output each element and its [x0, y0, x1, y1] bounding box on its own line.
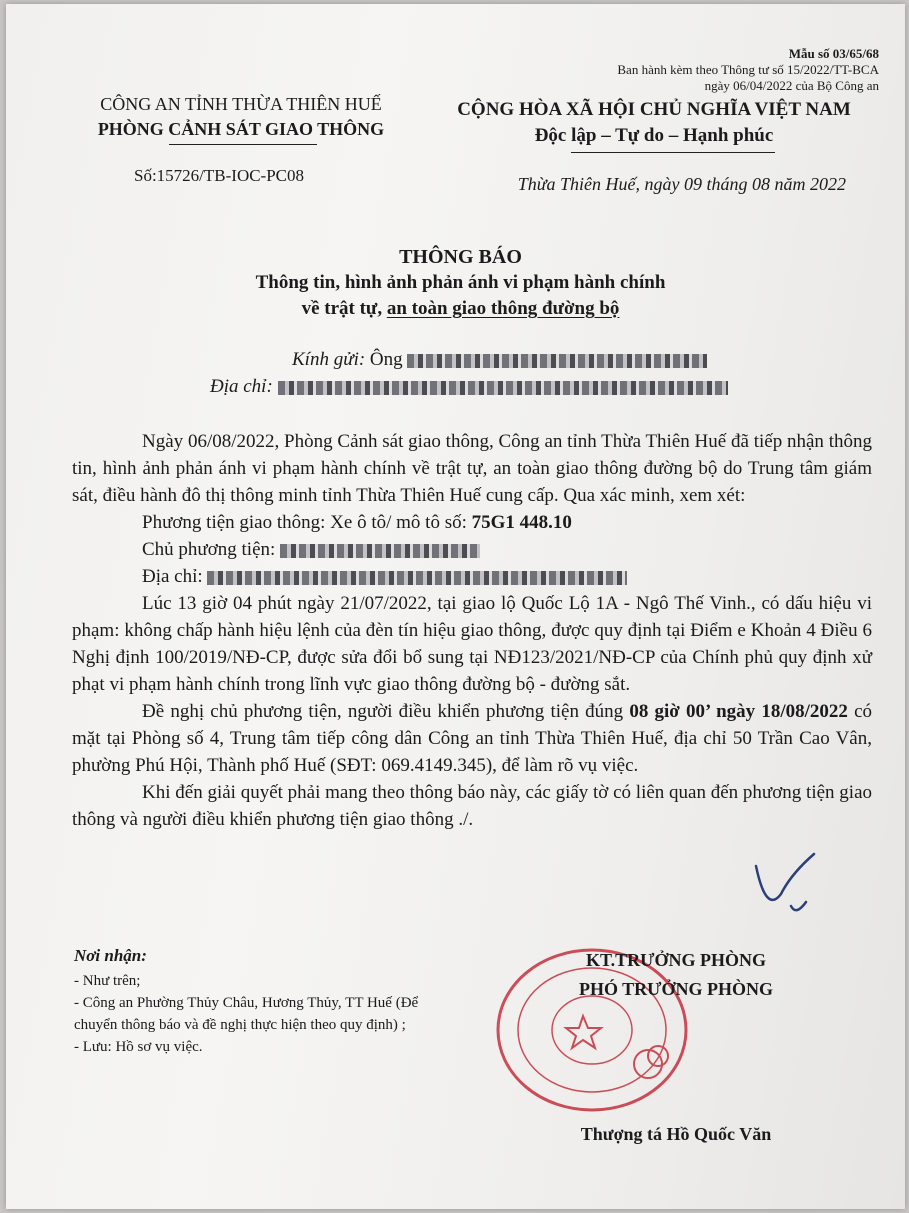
recipient-item: - Công an Phường Thủy Châu, Hương Thủy, TT Huế (Để chuyển thông báo và đề nghị thực hiện theo quy định) ;	[74, 995, 419, 1033]
owner-line: Chủ phương tiện:	[72, 536, 872, 563]
national-motto: Độc lập – Tự do – Hạnh phúc	[534, 125, 774, 146]
org-divider	[169, 144, 317, 145]
form-reference	[617, 46, 879, 94]
redacted-address	[278, 381, 728, 395]
body-paragraph-closing: Khi đến giải quyết phải mang theo thông báo này, các giấy tờ có liên quan đến phương tiện giao thông và người điều khiển phương tiện giao thông ./.	[72, 782, 872, 830]
handwritten-initial	[736, 844, 836, 924]
body-paragraph-violation: Lúc 13 giờ 04 phút ngày 21/07/2022, tại giao lộ Quốc Lộ 1A - Ngô Thế Vinh., có dấu hiệu vi phạm: không chấp hành hiệu lệnh của đèn tín hiệu giao thông, được quy định tại Điểm e Khoản 4 Điều 6 Nghị định 100/2019/NĐ-CP, được sửa đổi bổ sung tại NĐ123/2021/NĐ-CP của Chính phủ quy định xử phạt vi phạm hành chính trong lĩnh vực giao thông đường bộ - đường sắt.	[72, 593, 872, 695]
redacted-owner	[280, 544, 480, 558]
national-title: CỘNG HÒA XÃ HỘI CHỦ NGHĨA VIỆT NAM	[457, 99, 851, 120]
form-issued-line2: ngày 06/04/2022 của Bộ Công an	[704, 78, 879, 93]
recipient-name-visible: Ông	[369, 349, 403, 370]
document-subtitle-2: về trật tự, an toàn giao thông đường bộ	[301, 298, 620, 319]
address-label: Địa chỉ:	[210, 376, 273, 397]
owner-address-line: Địa chỉ:	[72, 563, 872, 590]
address-line	[210, 376, 728, 398]
recipient-line	[292, 349, 707, 371]
document-body	[72, 428, 872, 833]
form-number: Mẫu số 03/65/68	[788, 46, 879, 61]
vehicle-line: Phương tiện giao thông: Xe ô tô/ mô tô số: 75G1 448.10	[142, 512, 572, 533]
redacted-recipient-name	[407, 354, 707, 368]
body-paragraph-summons: Đề nghị chủ phương tiện, người điều khiển phương tiện đúng 08 giờ 00’ ngày 18/08/2022 có mặt tại Phòng số 4, Trung tâm tiếp công dân Công an tỉnh Thừa Thiên Huế, địa chỉ 50 Trần Cao Vân, phường Phú Hội, Thành phố Huế (SĐT: 069.4149.345), để làm rõ vụ việc.	[72, 701, 873, 776]
document-number: Số:15726/TB-IOC-PC08	[134, 166, 305, 185]
org-parent: CÔNG AN TỈNH THỪA THIÊN HUẾ	[100, 94, 382, 114]
signatory-name: Thượng tá Hồ Quốc Văn	[580, 1124, 772, 1144]
signatory-title: KT.TRƯỞNG PHÒNG	[586, 950, 766, 970]
signatory-subtitle: PHÓ TRƯỞNG PHÒNG	[578, 979, 773, 999]
body-paragraph-intro: Ngày 06/08/2022, Phòng Cảnh sát giao thông, Công an tỉnh Thừa Thiên Huế đã tiếp nhận thông tin, hình ảnh phản ánh vi phạm hành chính về trật tự, an toàn giao thông đường bộ do Trung tâm giám sát, điều hành đô thị thông minh tỉnh Thừa Thiên Huế cung cấp. Qua xác minh, xem xét:	[72, 431, 872, 506]
form-issued-line1: Ban hành kèm theo Thông tư số 15/2022/TT-BCA	[617, 62, 879, 77]
license-plate: 75G1 448.10	[471, 512, 572, 533]
subtitle-underlined: an toàn giao thông đường bộ	[386, 298, 620, 319]
recipient-item: - Như trên;	[74, 973, 141, 989]
appointment-time: 08 giờ 00’ ngày 18/08/2022	[629, 701, 848, 722]
document-page	[6, 4, 905, 1209]
recipient-item: - Lưu: Hồ sơ vụ việc.	[74, 1039, 203, 1055]
place-date: Thừa Thiên Huế, ngày 09 tháng 08 năm 2022	[517, 174, 846, 194]
document-title: THÔNG BÁO	[399, 246, 522, 268]
recipients-list	[74, 970, 419, 1058]
org-department: PHÒNG CẢNH SÁT GIAO THÔNG	[97, 119, 385, 139]
recipient-label: Kính gửi:	[292, 349, 366, 370]
motto-divider	[571, 152, 775, 153]
document-subtitle: Thông tin, hình ảnh phản ánh vi phạm hành chính	[255, 272, 666, 293]
recipients-label: Nơi nhận:	[74, 946, 147, 965]
redacted-owner-address	[207, 571, 627, 585]
